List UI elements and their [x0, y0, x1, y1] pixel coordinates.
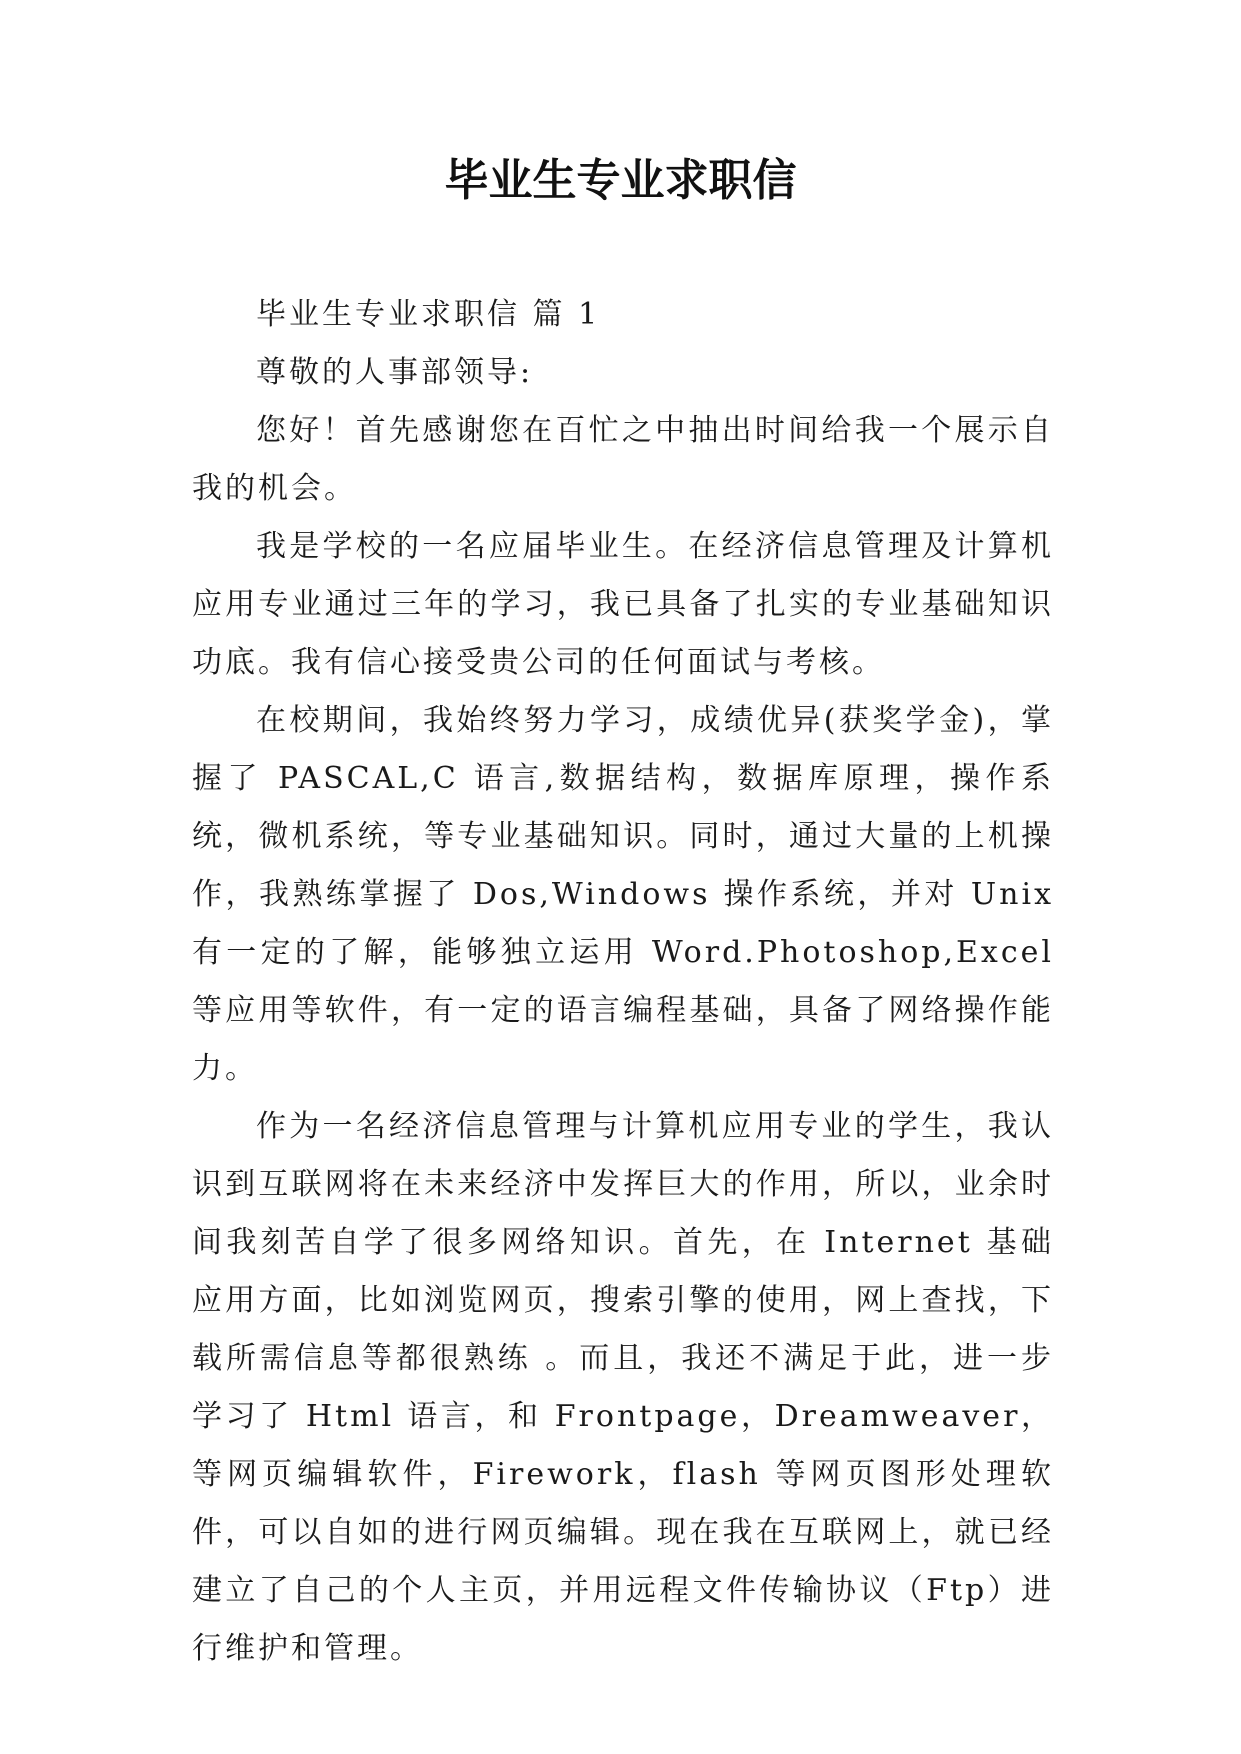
letter-heading: 毕业生专业求职信 篇 1	[256, 297, 601, 332]
paragraph-introduction: 我是学校的一名应届毕业生。在经济信息管理及计算机应用专业通过三年的学习，我已具备了扎实的专业基础知识功底。我有信心接受贵公司的任何面试与考核。	[192, 529, 1054, 680]
paragraph-internet-skills: 作为一名经济信息管理与计算机应用专业的学生，我认识到互联网将在未来经济中发挥巨大的作用，所以，业余时间我刻苦自学了很多网络知识。首先，在 Internet 基础应用方面，比如浏览网页，搜索引擎的使用，网上查找，下载所需信息等都很熟练 。而且，我还不满足于此，进一步学习了 Html 语言，和 Frontpage，Dreamweaver，等网页编辑软件，Firework，flash 等网页图形处理软件，可以自如的进行网页编辑。现在我在互联网上，就已经建立了自己的个人主页，并用远程文件传输协议（Ftp）进行维护和管理。	[192, 1109, 1054, 1666]
letter-body	[192, 286, 1054, 1678]
document-title: 毕业生专业求职信	[444, 155, 797, 206]
letter-salutation: 尊敬的人事部领导:	[256, 355, 534, 390]
paragraph-study-skills: 在校期间，我始终努力学习，成绩优异(获奖学金)，掌握了 PASCAL,C 语言,数据结构，数据库原理，操作系统，微机系统，等专业基础知识。同时，通过大量的上机操作，我熟练掌握了 Dos,Windows 操作系统，并对 Unix 有一定的了解，能够独立运用 Word.Photoshop,Excel 等应用等软件，有一定的语言编程基础，具备了网络操作能力。	[192, 703, 1054, 1086]
paragraph-greeting: 您好！首先感谢您在百忙之中抽出时间给我一个展示自我的机会。	[192, 413, 1054, 506]
